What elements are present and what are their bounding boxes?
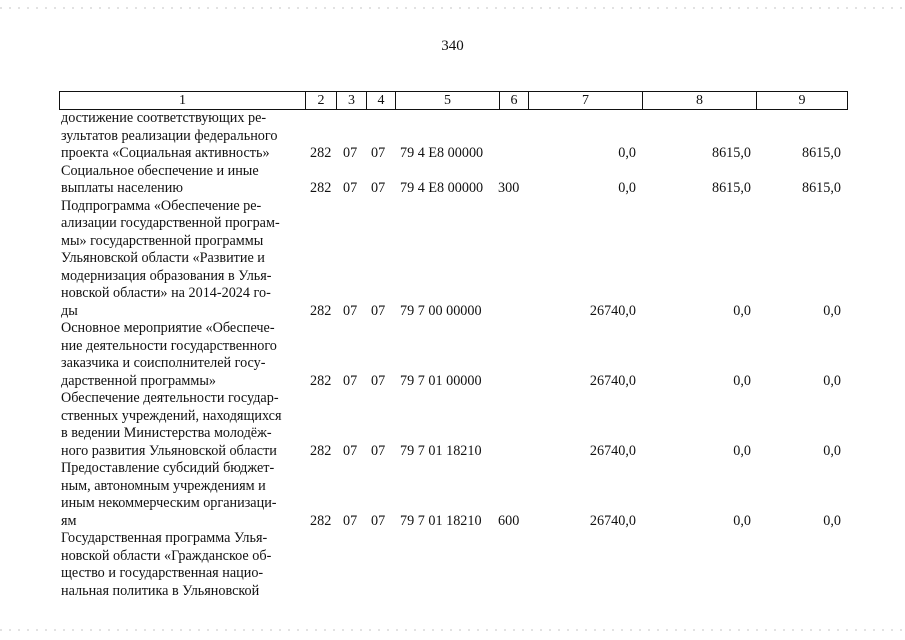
row-values [61, 303, 851, 321]
cell-c8: 0,0 [733, 372, 751, 389]
description-line: дарственной программы» [61, 372, 217, 389]
column-header-4: 4 [367, 92, 396, 110]
cell-c4: 07 [371, 180, 386, 196]
description-line: Государственная программа Улья- [61, 530, 268, 546]
column-header-table [59, 91, 848, 110]
cell-c4: 07 [371, 145, 386, 161]
cell-c7: 0,0 [618, 180, 636, 196]
cell-c2: 282 [310, 180, 332, 196]
cell-c9: 0,0 [823, 512, 841, 529]
cell-c8: 0,0 [733, 302, 751, 319]
description-line: проекта «Социальная активность» [61, 145, 270, 161]
cell-c9: 0,0 [823, 442, 841, 459]
description-line: ного развития Ульяновской области [61, 442, 277, 459]
description-line: в ведении Министерства молодёж- [61, 425, 272, 441]
cell-c4: 07 [371, 512, 386, 529]
cell-c2: 282 [310, 145, 332, 161]
column-header-7: 7 [529, 92, 643, 110]
row-values [61, 583, 851, 601]
page-number: 340 [441, 38, 464, 54]
table-row [61, 320, 851, 390]
cell-c4: 07 [371, 302, 386, 319]
description-line: новской области» на 2014-2024 го- [61, 285, 271, 301]
cell-c5: 79 4 E8 00000 [400, 180, 484, 196]
description-line: иным некоммерческим организаци- [61, 495, 277, 511]
row-values [61, 443, 851, 461]
cell-c6: 600 [498, 512, 520, 529]
description-line: Предоставление субсидий бюджет- [61, 460, 275, 476]
cell-c8: 0,0 [733, 442, 751, 459]
cell-c7: 26740,0 [589, 302, 636, 319]
column-header-row [60, 92, 848, 110]
description-line: ализации государственной програм- [61, 215, 280, 231]
description-line: Основное мероприятие «Обеспече- [61, 320, 275, 336]
description-line: выплаты населению [61, 180, 183, 196]
table-row [61, 460, 851, 530]
column-header-3: 3 [337, 92, 367, 110]
cell-c2: 282 [310, 442, 332, 459]
cell-c2: 282 [310, 302, 332, 319]
row-values [61, 180, 851, 198]
cell-c5: 79 4 E8 00000 [400, 145, 484, 161]
table-row [61, 163, 851, 198]
description-line: ние деятельности государственного [61, 337, 277, 354]
table-row [61, 110, 851, 163]
cell-c9: 0,0 [823, 372, 841, 389]
cell-c9: 0,0 [823, 302, 841, 319]
description-line: ственных учреждений, находящихся [61, 407, 282, 424]
cell-c9: 8615,0 [801, 180, 841, 196]
row-values [61, 513, 851, 531]
cell-c3: 07 [343, 372, 358, 389]
cell-c6: 300 [498, 180, 520, 196]
cell-c7: 0,0 [618, 145, 636, 161]
cell-c5: 79 7 01 18210 [400, 442, 482, 459]
cell-c7: 26740,0 [589, 372, 636, 389]
description-line: ям [61, 512, 77, 529]
column-header-6: 6 [500, 92, 529, 110]
description-line: зультатов реализации федерального [61, 127, 278, 144]
table-row [61, 530, 851, 600]
column-header-1: 1 [60, 92, 306, 110]
cell-c8: 8615,0 [711, 145, 751, 161]
cell-c3: 07 [343, 145, 358, 161]
cell-c3: 07 [343, 302, 358, 319]
cell-c5: 79 7 01 18210 [400, 512, 482, 529]
cell-c5: 79 7 01 00000 [400, 372, 482, 389]
table-row [61, 390, 851, 460]
column-header-5: 5 [396, 92, 500, 110]
scan-artifact-bottom [0, 629, 905, 631]
cell-c4: 07 [371, 372, 386, 389]
column-header-2: 2 [306, 92, 337, 110]
description-line: заказчика и соисполнителей госу- [61, 355, 266, 371]
description-line: Ульяновской области «Развитие и [61, 250, 265, 266]
cell-c2: 282 [310, 372, 332, 389]
description-line: достижение соответствующих ре- [61, 110, 267, 126]
budget-table-body [61, 110, 851, 600]
cell-c3: 07 [343, 180, 358, 196]
cell-c2: 282 [310, 512, 332, 529]
cell-c3: 07 [343, 442, 358, 459]
cell-c9: 8615,0 [801, 145, 841, 161]
table-row [61, 198, 851, 321]
description-line: щество и государственная нацио- [61, 565, 264, 581]
column-header-8: 8 [643, 92, 757, 110]
description-line: Социальное обеспечение и иные [61, 162, 259, 179]
cell-c4: 07 [371, 442, 386, 459]
description-line: нальная политика в Ульяновской [61, 582, 260, 599]
cell-c8: 0,0 [733, 512, 751, 529]
description-line: Подпрограмма «Обеспечение ре- [61, 197, 262, 214]
description-line: новской области «Гражданское об- [61, 547, 272, 564]
row-values [61, 373, 851, 391]
description-line: модернизация образования в Улья- [61, 267, 272, 284]
cell-c7: 26740,0 [589, 442, 636, 459]
scan-artifact-top [0, 7, 905, 9]
column-header-9: 9 [757, 92, 848, 110]
cell-c5: 79 7 00 00000 [400, 302, 482, 319]
cell-c8: 8615,0 [711, 180, 751, 196]
description-line: ным, автономным учреждениям и [61, 477, 266, 494]
description-line: мы» государственной программы [61, 232, 264, 249]
description-line: Обеспечение деятельности государ- [61, 390, 279, 406]
description-line: ды [61, 302, 78, 319]
cell-c7: 26740,0 [589, 512, 636, 529]
row-values [61, 145, 851, 163]
cell-c3: 07 [343, 512, 358, 529]
